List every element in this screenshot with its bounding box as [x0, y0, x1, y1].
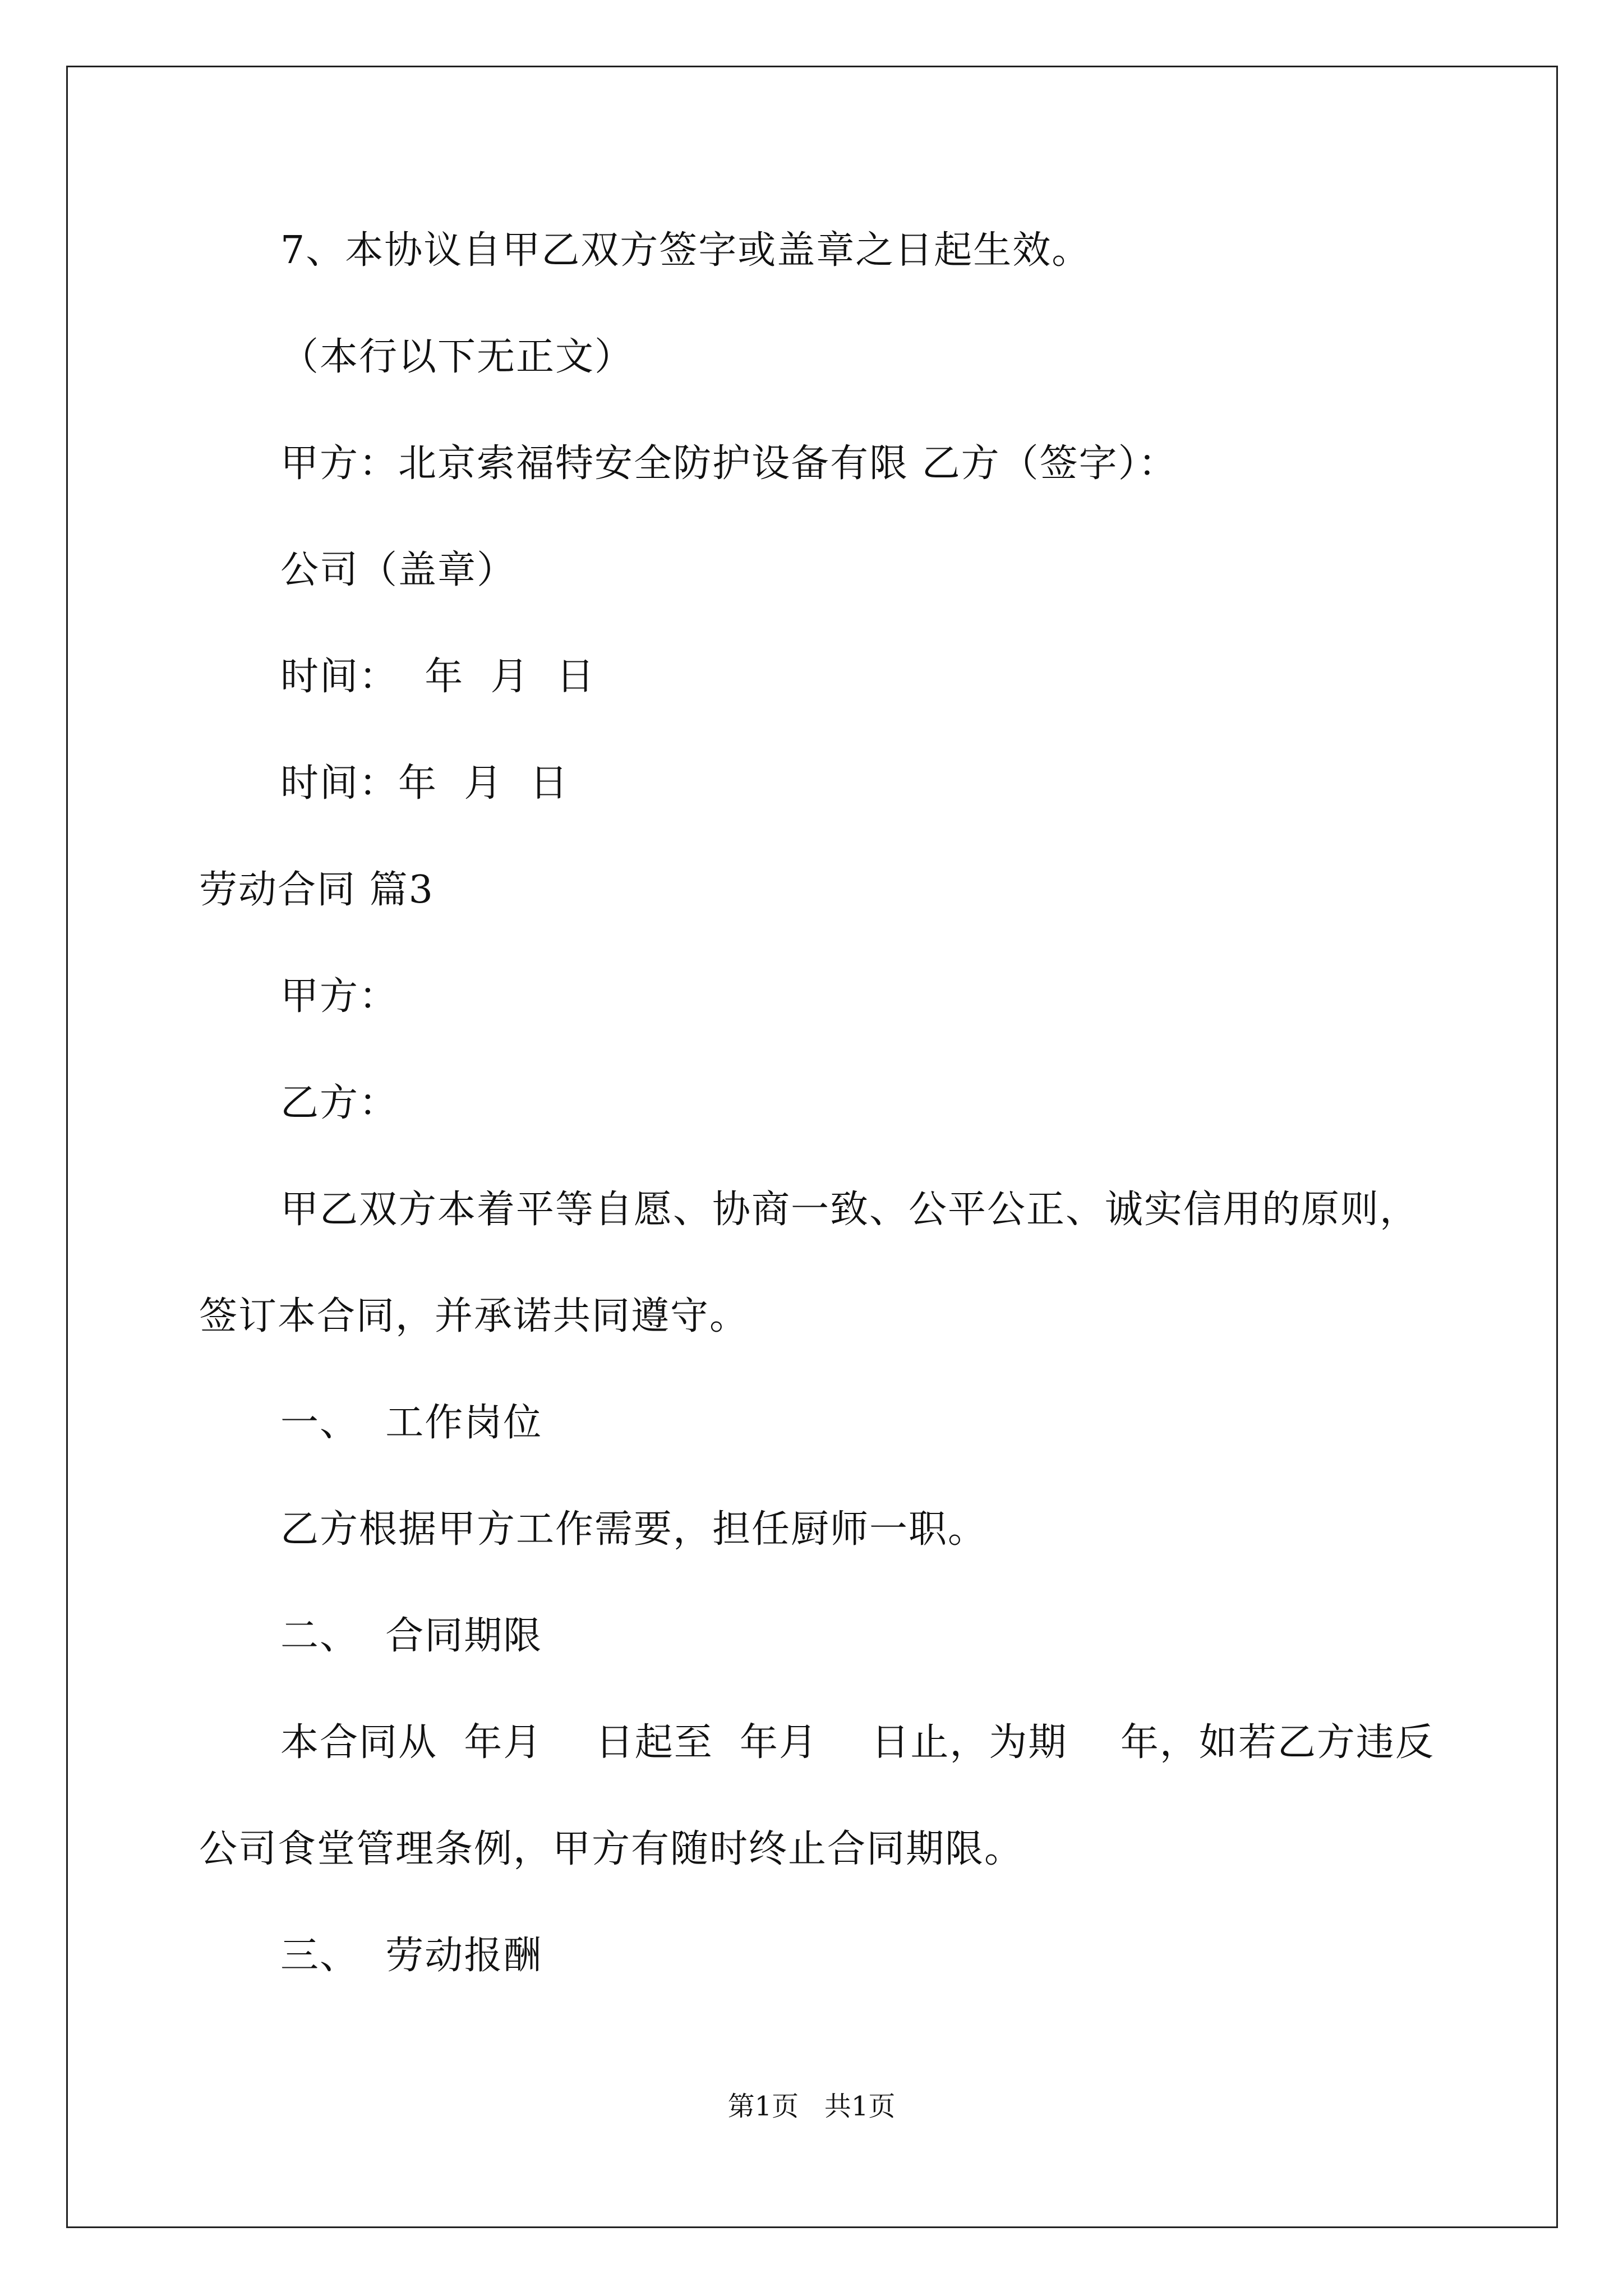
preamble-line-1: 甲乙双方本着平等自愿、协商一致、公平公正、诚实信用的原则， — [280, 1188, 1419, 1232]
article-2-body-line-2: 公司食堂管理条例，甲方有随时终止合同期限。 — [199, 1827, 1024, 1871]
section-heading: 劳动合同 篇3 — [199, 868, 434, 912]
article-2-heading: 二、 合同期限 — [280, 1614, 543, 1658]
party-b-label: 乙方： — [280, 1081, 399, 1125]
clause-7-effective: 7、本协议自甲乙双方签字或盖章之日起生效。 — [280, 228, 1091, 273]
preamble-line-2: 签订本合同，并承诺共同遵守。 — [199, 1294, 749, 1338]
article-3-heading: 三、 劳动报酬 — [280, 1934, 543, 1978]
no-text-below-note: （本行以下无正文） — [280, 335, 634, 379]
page-number-footer: 第1页 共1页 — [727, 2091, 896, 2122]
article-1-heading: 一、 工作岗位 — [280, 1401, 543, 1445]
article-2-body-line-1: 本合同从 年月 日起至 年月 日止，为期 年，如若乙方违反 — [280, 1720, 1435, 1765]
date-line-party-b: 时间：年 月 日 — [280, 761, 569, 806]
date-line-party-a: 时间： 年 月 日 — [280, 655, 596, 699]
party-signature-line: 甲方：北京索福特安全防护设备有限 乙方（签字）： — [280, 441, 1178, 486]
party-a-label: 甲方： — [280, 974, 399, 1019]
page-border — [66, 66, 1558, 2228]
article-1-body: 乙方根据甲方工作需要，担任厨师一职。 — [280, 1507, 988, 1552]
company-seal-line: 公司（盖章） — [280, 548, 517, 592]
